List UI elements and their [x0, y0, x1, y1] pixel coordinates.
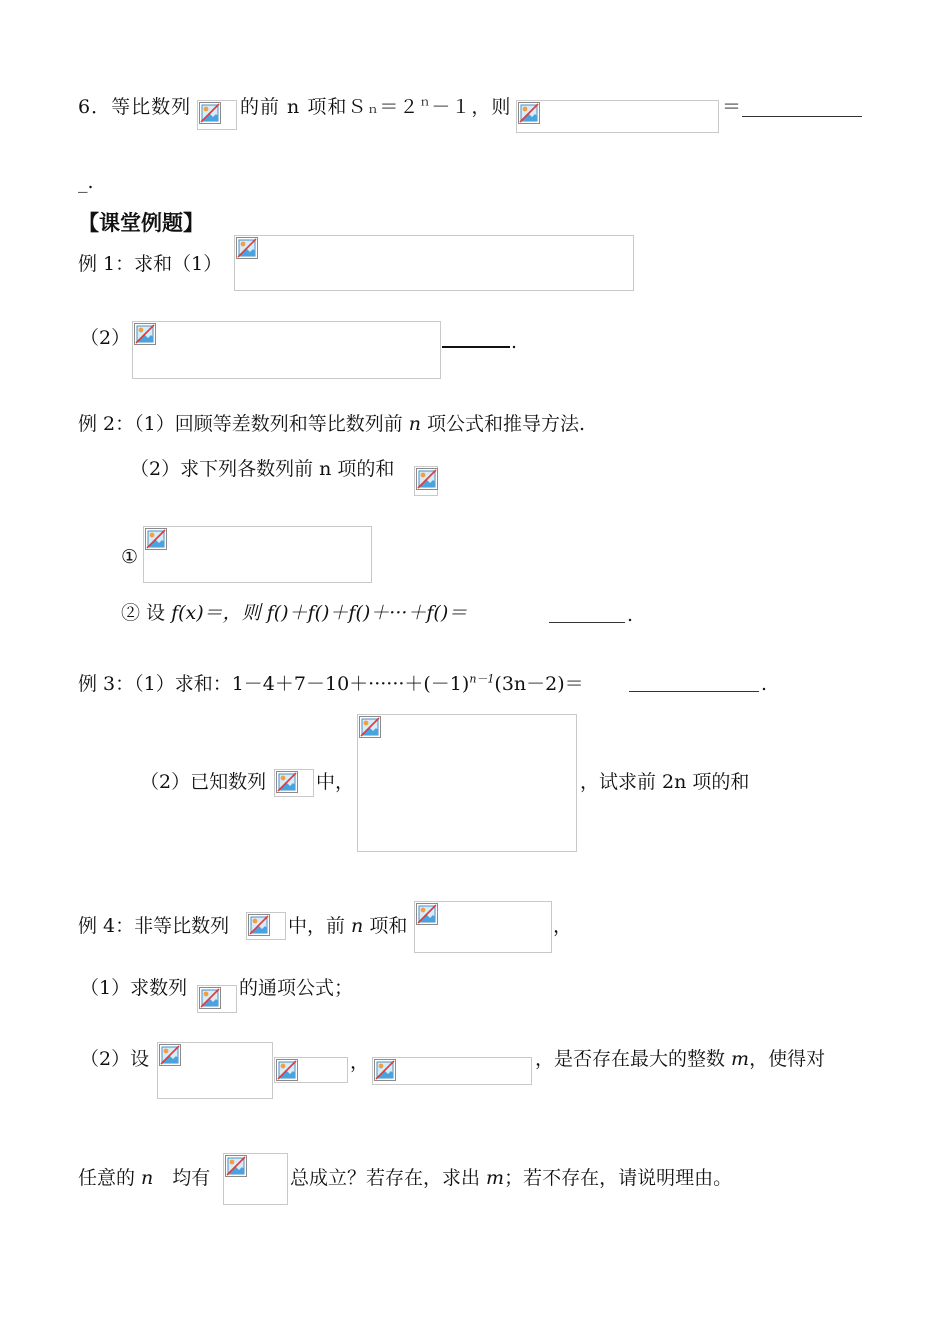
broken-image-icon [159, 1044, 181, 1066]
ex2-line1 [78, 412, 585, 436]
q6-tail: _. [78, 171, 94, 193]
ex3-p2c: ，试求前 2n 项的和 [580, 771, 750, 793]
broken-image-icon [248, 914, 270, 936]
ex3-line1 [78, 672, 584, 696]
broken-image-icon [276, 1059, 298, 1081]
broken-image-icon [236, 237, 258, 259]
ex4-q2comma: ， [350, 1051, 370, 1073]
ex2-fx: f(x)＝，则 f()＋f()＋f()＋···＋f()＝ [171, 602, 468, 624]
ex2-answer-blank [549, 622, 625, 623]
ex4-c: 项和 [363, 915, 408, 937]
q6-text-b: 的前 n 项和Ｓ [240, 96, 368, 118]
ex4-image-q1 [197, 985, 237, 1013]
broken-image-icon [359, 716, 381, 738]
ex2-n: n [408, 413, 422, 435]
q6-image-expr [516, 100, 719, 133]
ex4-line-b [288, 914, 407, 938]
ex1-image-2 [132, 321, 441, 379]
ex3-sup: n－1 [469, 672, 495, 686]
ex4-image-q2-def [157, 1042, 273, 1099]
ex4-m: m [731, 1048, 750, 1070]
q6-line-b [240, 95, 511, 122]
ex3-image-def [357, 714, 577, 852]
ex1-end: . [511, 331, 518, 353]
ex4-last-a [78, 1166, 210, 1190]
q6-line [78, 95, 191, 119]
broken-image-icon [199, 102, 221, 124]
ex4-image-seq [246, 912, 286, 940]
ex1-p2: （2） [80, 327, 131, 349]
ex3-mid: (3n－2)＝ [494, 673, 584, 695]
ex4-last-d: ；若不存在，请说明理由。 [504, 1167, 733, 1189]
q6-sub: ｎ [367, 103, 380, 116]
ex4-last-m: m [486, 1167, 505, 1189]
q6-eq: ＝ [722, 96, 742, 118]
ex3-p2a: （2）已知数列 [140, 771, 267, 793]
ex2-p2: （2）求下列各数列前 n 项的和 [130, 458, 395, 480]
section-title: 【课堂例题】 [78, 211, 204, 235]
ex4-comma: ， [553, 915, 573, 937]
broken-image-icon [145, 528, 167, 550]
q6-text-d: －１，则 [431, 96, 512, 118]
q6-image-seq [197, 100, 237, 130]
ex4-last-b: 均有 [153, 1167, 211, 1189]
ex2-c2-pre: ② 设 [121, 602, 172, 624]
ex4-a: 例 4：非等比数列 [78, 915, 230, 937]
q6-text-c: ＝２ [379, 96, 420, 118]
q6-num: 6． [78, 96, 112, 118]
ex4-image-sn [414, 901, 552, 953]
broken-image-icon [374, 1059, 396, 1081]
ex4-image-q2-small [274, 1057, 348, 1083]
ex4-last-n: n [141, 1167, 154, 1189]
ex2-c1: ① [121, 546, 139, 568]
ex4-image-ineq [223, 1153, 288, 1205]
broken-image-icon [199, 987, 221, 1009]
ex1-image-1 [234, 235, 634, 291]
broken-image-icon [276, 771, 298, 793]
broken-image-icon [134, 323, 156, 345]
ex4-last-a-text: 任意的 [78, 1167, 142, 1189]
ex4-q2-rest [535, 1047, 825, 1071]
ex2-c2-line [121, 601, 467, 625]
ex4-q2a: （2）设 [80, 1048, 150, 1070]
ex4-b: 中，前 [288, 915, 352, 937]
ex4-q1b: 的通项公式； [239, 977, 354, 999]
ex3-p2b: 中， [316, 771, 355, 793]
q6-sup: ｎ [419, 95, 432, 109]
ex3-label: 例 3：（1）求和：1－4＋7－10＋······＋(－1) [78, 673, 470, 695]
q6-answer-blank [742, 116, 862, 117]
ex4-last-c: 总成立？若存在，求出 [290, 1167, 487, 1189]
ex4-q2c: ，使得对 [749, 1048, 826, 1070]
ex2-label: 例 2：（1）回顾等差数列和等比数列前 [78, 413, 409, 435]
ex1-answer-blank [442, 346, 510, 348]
ex3-answer-blank [629, 691, 759, 692]
ex4-n: n [351, 915, 364, 937]
broken-image-icon [518, 102, 540, 124]
ex2-image-c1 [143, 526, 372, 583]
ex4-image-q2-tn [372, 1057, 532, 1085]
q6-text-a: 等比数列 [111, 96, 192, 118]
ex2-end: . [627, 604, 634, 626]
ex4-last-rest [290, 1166, 732, 1190]
ex2-image-seq [414, 466, 438, 496]
broken-image-icon [416, 468, 438, 490]
ex1-label: 例 1：求和（1） [78, 253, 223, 275]
broken-image-icon [416, 903, 438, 925]
ex2-rest: 项公式和推导方法. [421, 413, 586, 435]
ex4-q2b: ，是否存在最大的整数 [535, 1048, 732, 1070]
broken-image-icon [225, 1155, 247, 1177]
ex3-image-seq [274, 769, 314, 797]
ex3-end: . [761, 673, 768, 695]
ex4-q1a: （1）求数列 [80, 977, 188, 999]
